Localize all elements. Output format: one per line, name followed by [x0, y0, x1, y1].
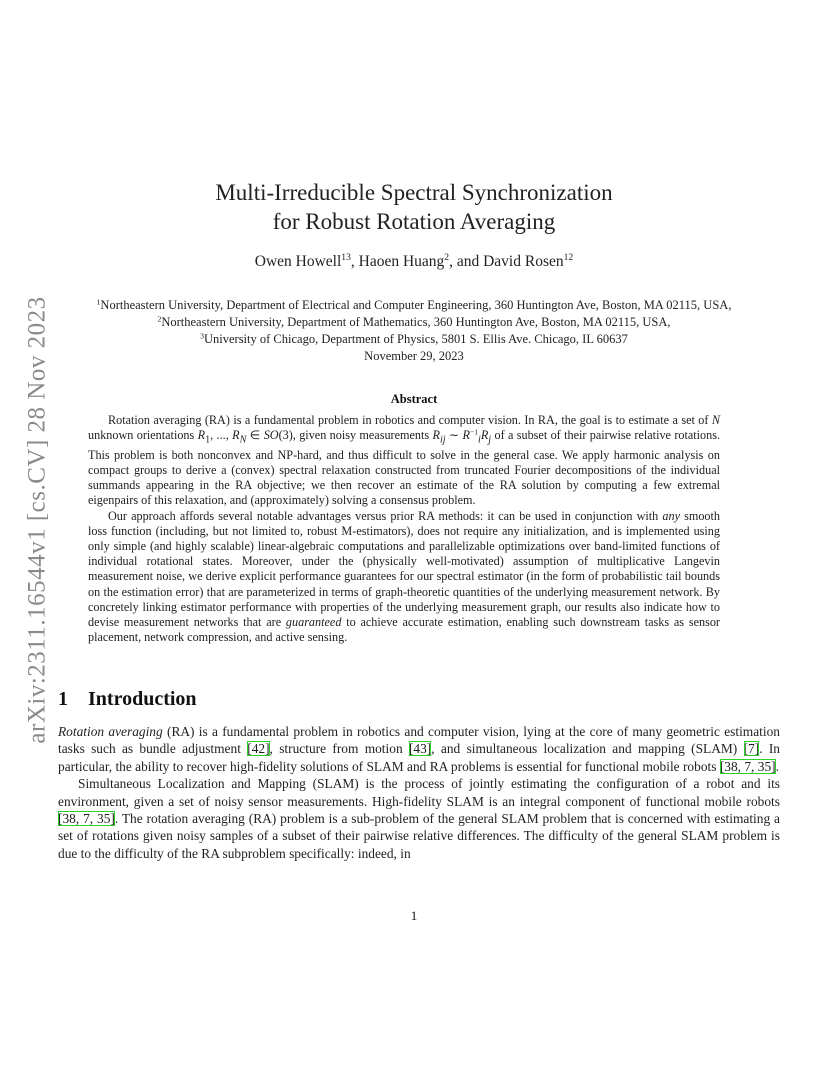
- affiliation-line: [0, 297, 828, 314]
- math-R: R: [462, 428, 470, 443]
- citation-link[interactable]: [38, 7, 35]: [719, 758, 776, 774]
- paper-title: [0, 178, 828, 236]
- math-subscript: 1: [205, 434, 211, 446]
- intro-paragraph-1: [58, 723, 780, 775]
- author-affil-sup: 2: [444, 252, 450, 264]
- math-subscript: N: [239, 434, 247, 446]
- text-run: Rotation averaging (RA) is a fundamental problem in robotics and computer vision. In RA, the goal is to estimate a set of: [108, 413, 712, 427]
- title-line-2: for Robust Rotation Averaging: [272, 209, 556, 234]
- arxiv-identifier: arXiv:2311.16544v1 [cs.CV] 28 Nov 2023: [24, 296, 52, 744]
- text-run: (3), given noisy measurements: [278, 428, 433, 443]
- abstract-body: [88, 413, 720, 645]
- math-R: R: [197, 428, 206, 443]
- emphasis: Rotation averaging: [58, 724, 163, 739]
- text-run: to achieve accurate estimation, enabling such downstream tasks as sensor placement, network compression, and active sensing.: [88, 615, 720, 645]
- citation-link[interactable]: [42]: [247, 741, 270, 757]
- text-run: ∈: [246, 428, 264, 443]
- math-subscript: i: [478, 434, 481, 446]
- math-R: R: [232, 428, 240, 443]
- math-N: N: [711, 413, 720, 427]
- text-run: ∼: [445, 428, 463, 443]
- text-run: . The rotation averaging (RA) problem is a sub-problem of the general SLAM problem that is concerned with estimating a set of rotations given noisy samples of a subset of their pairwise relative differences. The difficulty of the general SLAM problem is due to the difficulty of the RA subproblem specifically: indeed, in: [58, 811, 780, 861]
- affiliation-sup: 3: [200, 331, 204, 341]
- affiliation-sup: 2: [157, 314, 162, 324]
- author-name: Owen Howell: [254, 253, 342, 270]
- math-subscript: ij: [439, 434, 446, 446]
- citation-link[interactable]: [43]: [408, 741, 432, 757]
- citation-link[interactable]: [7]: [743, 741, 760, 757]
- author-joiner: , and: [449, 253, 484, 270]
- author-affil-sup: 13: [341, 252, 351, 264]
- author-list: [0, 253, 828, 271]
- introduction-body: [58, 723, 780, 862]
- math-R: R: [432, 428, 440, 443]
- affiliation-line: [0, 314, 828, 331]
- text-run: (RA) is a fundamental problem in robotics and computer vision, lying at the core of many geometric estimation tasks such as bundle adjustment: [58, 724, 780, 757]
- text-run: of a subset of their pairwise relative rotations. This problem is both nonconvex and NP-hard, and thus difficult to solve in the general case. We apply harmonic analysis on compact groups to derive a (convex) spectral relaxation constructed from truncated Fourier decompositions of the individual summands appearing in the RA objective; we then recover an estimate of the RA solution by computing a few extremal eigenpairs of this relaxation, and (approximately) solving a consensus problem.: [88, 428, 721, 508]
- affiliation-text: University of Chicago, Department of Physics, 5801 S. Ellis Ave. Chicago, IL 60637: [203, 332, 628, 346]
- affiliation-sup: 1: [96, 297, 101, 307]
- section-number: 1: [58, 688, 68, 710]
- citation-link[interactable]: [38, 7, 35]: [58, 811, 115, 827]
- text-run: . In particular, the ability to recover high-fidelity solutions of SLAM and RA problems is essential for functional mobile robots: [58, 741, 780, 774]
- affiliation-line: [0, 331, 828, 348]
- math-R: R: [480, 428, 489, 443]
- abstract-heading: Abstract: [390, 392, 438, 406]
- math-superscript: −1: [469, 427, 479, 437]
- author-affil-sup: 12: [563, 252, 574, 264]
- text-run: Our approach affords several notable advantages versus prior RA methods: it can be used in conjunction with: [108, 508, 663, 523]
- text-run: .: [775, 758, 779, 774]
- author-joiner: ,: [350, 253, 359, 270]
- emphasis: guaranteed: [285, 615, 342, 630]
- math-subscript: j: [488, 434, 492, 446]
- author-name: Haoen Huang: [358, 253, 445, 270]
- text-run: Simultaneous Localization and Mapping (SLAM) is the process of jointly estimating the configuration of a robot and its environment, given a set of noisy sensor measurements. High-fidelity SLAM is an integral component of functional mobile robots: [58, 776, 780, 809]
- emphasis: any: [662, 508, 680, 523]
- text-run: unknown orientations: [88, 428, 198, 443]
- text-run: , ...,: [210, 428, 233, 443]
- paper-date: November 29, 2023: [364, 349, 464, 363]
- affiliation-text: Northeastern University, Department of Mathematics, 360 Huntington Ave, Boston, MA 02115, USA,: [161, 315, 671, 329]
- text-run: smooth loss function (including, but not limited to, robust M-estimators), does not require any initialization, and is implemented using only simple (and highly scalable) linear-algebraic computations and parallelizable optimizations over band-limited functions of individual rotational states. Moreover, under the (physically well-motivated) assumption of multiplicative Langevin measurement noise, we derive explicit performance guarantees for our spectral estimator (in the form of probabilistic tail bounds on the estimation error) that are parameterized in terms of graph-theoretic quantities of the underlying measurement network. By concretely linking estimator performance with properties of the underlying measurement graph, our results also indicate how to devise measurement networks that are: [88, 508, 720, 630]
- affiliations: [0, 297, 828, 365]
- text-run: , structure from motion: [269, 741, 409, 757]
- page-number: 1: [410, 908, 418, 923]
- abstract-paragraph-2: [88, 509, 720, 646]
- section-heading: [58, 688, 197, 711]
- math-SO: SO: [263, 428, 279, 443]
- title-line-1: Multi-Irreducible Spectral Synchronization: [215, 180, 613, 205]
- author-name: David Rosen: [483, 253, 564, 270]
- affiliation-text: Northeastern University, Department of Electrical and Computer Engineering, 360 Huntington Ave, Boston, MA 02115, USA,: [100, 298, 732, 312]
- text-run: , and simultaneous localization and mapping (SLAM): [431, 741, 744, 757]
- abstract-paragraph-1: [88, 413, 720, 509]
- section-title: Introduction: [88, 688, 197, 710]
- intro-paragraph-2: [58, 775, 780, 862]
